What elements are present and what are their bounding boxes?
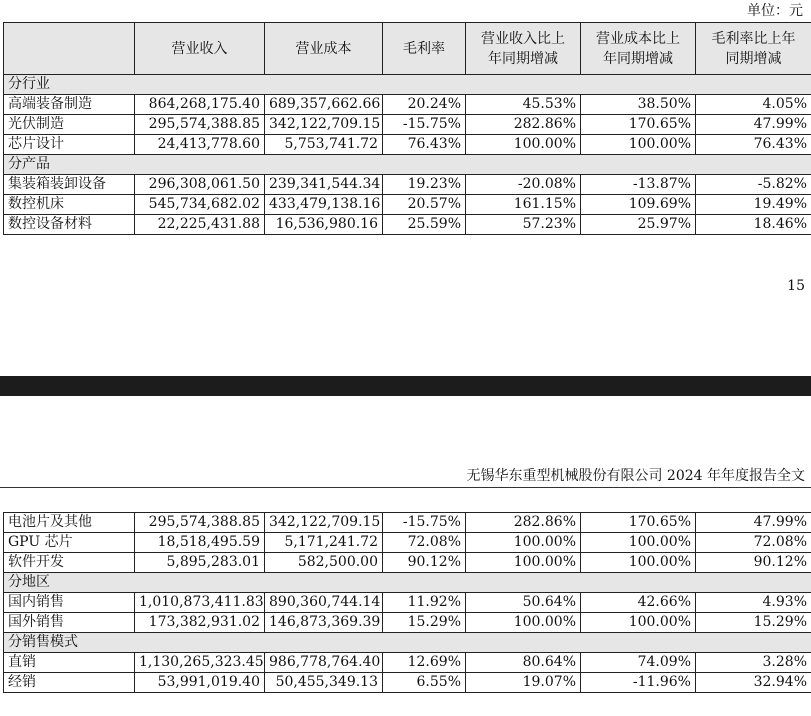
table-row: [4, 593, 811, 613]
row-label: 直销: [4, 653, 135, 673]
table-cell: 986,778,764.40: [265, 653, 383, 673]
table-row: [4, 135, 811, 155]
table-cell: 100.00%: [466, 135, 581, 155]
revenue-table-part1: [3, 22, 811, 235]
table-cell: 1,130,265,323.45: [135, 653, 265, 673]
table-cell: 5,895,283.01: [135, 553, 265, 573]
table-cell: 170.65%: [581, 115, 696, 135]
table-cell: 282.86%: [466, 115, 581, 135]
table-cell: 545,734,682.02: [135, 195, 265, 215]
table-cell: -15.75%: [383, 115, 466, 135]
table-cell: 295,574,388.85: [135, 513, 265, 533]
table-cell: 100.00%: [581, 553, 696, 573]
table-row: [4, 175, 811, 195]
table-row: [4, 215, 811, 235]
section-label: 分产品: [4, 155, 811, 175]
table-cell: 3.28%: [696, 653, 811, 673]
table-cell: 689,357,662.66: [265, 95, 383, 115]
row-label: 经销: [4, 673, 135, 693]
table-row: [4, 553, 811, 573]
table-cell: 5,753,741.72: [265, 135, 383, 155]
column-header: 营业收入比上 年同期增减: [466, 23, 581, 75]
column-header: 毛利率比上年 同期增减: [696, 23, 811, 75]
table-cell: 100.00%: [466, 553, 581, 573]
table-cell: 890,360,744.14: [265, 593, 383, 613]
table-cell: 50.64%: [466, 593, 581, 613]
table-cell: 342,122,709.15: [265, 115, 383, 135]
table-cell: 146,873,369.39: [265, 613, 383, 633]
table-row: [4, 95, 811, 115]
section-row: [4, 633, 811, 653]
table-cell: 433,479,138.16: [265, 195, 383, 215]
table-row: [4, 115, 811, 135]
table-cell: 22,225,431.88: [135, 215, 265, 235]
table-cell: 282.86%: [466, 513, 581, 533]
table-row: [4, 613, 811, 633]
column-header: 营业成本比上 年同期增减: [581, 23, 696, 75]
table-cell: 24,413,778.60: [135, 135, 265, 155]
section-row: [4, 573, 811, 593]
row-label: 高端装备制造: [4, 95, 135, 115]
table-row: [4, 195, 811, 215]
table-cell: 6.55%: [383, 673, 466, 693]
table-cell: 11.92%: [383, 593, 466, 613]
table-cell: 90.12%: [383, 553, 466, 573]
table-cell: 18.46%: [696, 215, 811, 235]
table-row: [4, 673, 811, 693]
column-header: 营业收入: [135, 23, 265, 75]
table-cell: 173,382,931.02: [135, 613, 265, 633]
table-cell: 15.29%: [383, 613, 466, 633]
table-cell: 20.57%: [383, 195, 466, 215]
table-cell: 74.09%: [581, 653, 696, 673]
table-row: [4, 513, 811, 533]
section-row: [4, 155, 811, 175]
section-row: [4, 75, 811, 95]
table-cell: 100.00%: [581, 135, 696, 155]
table-cell: 19.23%: [383, 175, 466, 195]
table-cell: 38.50%: [581, 95, 696, 115]
table-cell: -11.96%: [581, 673, 696, 693]
table-cell: 4.93%: [696, 593, 811, 613]
table-cell: 109.69%: [581, 195, 696, 215]
table-cell: 42.66%: [581, 593, 696, 613]
table-cell: 12.69%: [383, 653, 466, 673]
table-cell: -5.82%: [696, 175, 811, 195]
section-label: 分地区: [4, 573, 811, 593]
row-label: GPU 芯片: [4, 533, 135, 553]
table-cell: 32.94%: [696, 673, 811, 693]
table-cell: 15.29%: [696, 613, 811, 633]
table-cell: 100.00%: [581, 613, 696, 633]
table-row: [4, 533, 811, 553]
table-cell: 45.53%: [466, 95, 581, 115]
row-label: 光伏制造: [4, 115, 135, 135]
table-cell: -15.75%: [383, 513, 466, 533]
table-cell: 47.99%: [696, 115, 811, 135]
row-label: 国内销售: [4, 593, 135, 613]
row-label: 软件开发: [4, 553, 135, 573]
column-header: 毛利率: [383, 23, 466, 75]
table-cell: 296,308,061.50: [135, 175, 265, 195]
table-cell: 295,574,388.85: [135, 115, 265, 135]
table-cell: 342,122,709.15: [265, 513, 383, 533]
section-label: 分销售模式: [4, 633, 811, 653]
table-cell: 4.05%: [696, 95, 811, 115]
table-cell: 100.00%: [466, 533, 581, 553]
row-label: 国外销售: [4, 613, 135, 633]
row-label: 数控机床: [4, 195, 135, 215]
table-cell: 16,536,980.16: [265, 215, 383, 235]
table-cell: 76.43%: [696, 135, 811, 155]
table-cell: 100.00%: [581, 533, 696, 553]
table-row: [4, 653, 811, 673]
unit-label: 单位：元: [747, 3, 803, 19]
table-cell: 100.00%: [466, 613, 581, 633]
table-cell: 76.43%: [383, 135, 466, 155]
page-break-bar: [0, 376, 811, 396]
table-cell: 25.59%: [383, 215, 466, 235]
table-cell: 72.08%: [696, 533, 811, 553]
table-cell: 239,341,544.34: [265, 175, 383, 195]
table-cell: 864,268,175.40: [135, 95, 265, 115]
row-label: 芯片设计: [4, 135, 135, 155]
table-cell: 582,500.00: [265, 553, 383, 573]
table-cell: 80.64%: [466, 653, 581, 673]
row-label: 电池片及其他: [4, 513, 135, 533]
table-header-row: [4, 23, 811, 75]
revenue-table-part2: [3, 512, 811, 693]
table-cell: 47.99%: [696, 513, 811, 533]
column-header: [4, 23, 135, 75]
table-cell: 5,171,241.72: [265, 533, 383, 553]
table-cell: -13.87%: [581, 175, 696, 195]
page-number: 15: [787, 278, 805, 294]
row-label: 数控设备材料: [4, 215, 135, 235]
table-cell: 50,455,349.13: [265, 673, 383, 693]
table-cell: 20.24%: [383, 95, 466, 115]
running-header: 无锡华东重型机械股份有限公司 2024 年年度报告全文: [466, 468, 805, 484]
section-label: 分行业: [4, 75, 811, 95]
table-cell: 53,991,019.40: [135, 673, 265, 693]
table-cell: 19.07%: [466, 673, 581, 693]
table-cell: 90.12%: [696, 553, 811, 573]
table-cell: -20.08%: [466, 175, 581, 195]
table-cell: 1,010,873,411.83: [135, 593, 265, 613]
table-cell: 19.49%: [696, 195, 811, 215]
table-cell: 170.65%: [581, 513, 696, 533]
table-cell: 25.97%: [581, 215, 696, 235]
header-rule: [0, 487, 811, 488]
column-header: 营业成本: [265, 23, 383, 75]
row-label: 集装箱装卸设备: [4, 175, 135, 195]
table-cell: 57.23%: [466, 215, 581, 235]
table-cell: 72.08%: [383, 533, 466, 553]
table-cell: 18,518,495.59: [135, 533, 265, 553]
table-cell: 161.15%: [466, 195, 581, 215]
